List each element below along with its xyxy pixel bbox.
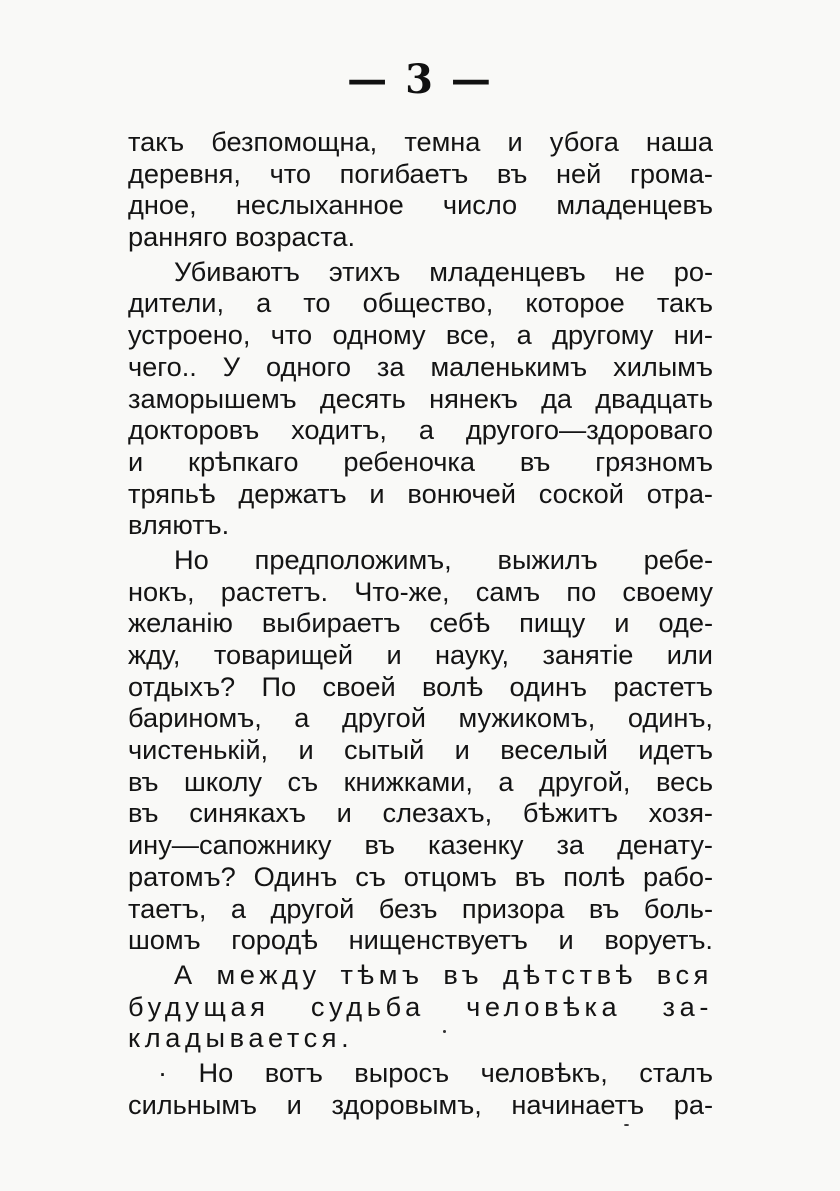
text-line: тряпьѣ держатъ и вонючей соской отра- [128,477,713,509]
text-line: такъ безпомощна, темна и убога наша [128,126,713,157]
text-line: сильнымъ и здоровымъ, начинаетъ ра- [128,1088,713,1120]
text-line: заморышемъ десять нянекъ да двадцать [128,382,713,414]
text-line: отдыхъ? По своей волѣ одинъ растетъ [128,670,713,702]
text-line: ранняго возраста. [128,221,356,253]
text-line: · Но вотъ выросъ человѣкъ, сталъ [158,1056,713,1088]
page-number: — 3 — [347,56,493,103]
text-line-spaced: А между тѣмъ въ дѣтствѣ вся [174,958,713,990]
body-text [128,126,713,1120]
text-line: ину—сапожнику въ казенку за денату- [128,829,713,861]
text-line: таетъ, а другой безъ призора въ боль- [128,892,713,924]
text-line: дное, неслыханное число младенцевъ [128,189,713,221]
print-speck [443,1030,446,1033]
text-line: въ школу съ книжками, а другой, весь [128,765,713,797]
text-line: Убиваютъ этихъ младенцевъ не ро- [174,255,713,287]
text-line: докторовъ ходитъ, а другого—здороваго [128,414,713,446]
text-line: нокъ, растетъ. Что-же, самъ по своему [128,575,713,607]
text-line: и крѣпкаго ребеночка въ грязномъ [128,445,713,477]
text-line-spaced: будущая судьба человѣка за- [128,990,713,1022]
text-line: дители, а то общество, которое такъ [128,287,713,319]
text-line: шомъ городѣ нищенствуетъ и воруетъ. [128,924,713,956]
text-line: вляютъ. [128,509,230,541]
text-line: устроено, что одному все, а другому ни- [128,319,713,351]
text-line: деревня, что погибаетъ въ ней грома- [128,157,713,189]
text-line: жду, товарищей и науку, занятiе или [128,639,713,670]
print-speck [624,1124,629,1126]
text-line: бариномъ, а другой мужикомъ, одинъ, [128,702,713,734]
text-line: чего.. У одного за маленькимъ хилымъ [128,350,713,382]
text-line-spaced: кладывается. [128,1022,354,1054]
text-line: желанiю выбираетъ себѣ пищу и оде- [128,607,713,639]
text-line: чистенькiй, и сытый и веселый идетъ [128,734,713,766]
text-line: ратомъ? Одинъ съ отцомъ въ полѣ рабо- [128,860,713,892]
text-line: Но предположимъ, выжилъ ребе- [174,543,713,575]
text-line: въ синякахъ и слезахъ, бѣжитъ хозя- [128,797,713,829]
